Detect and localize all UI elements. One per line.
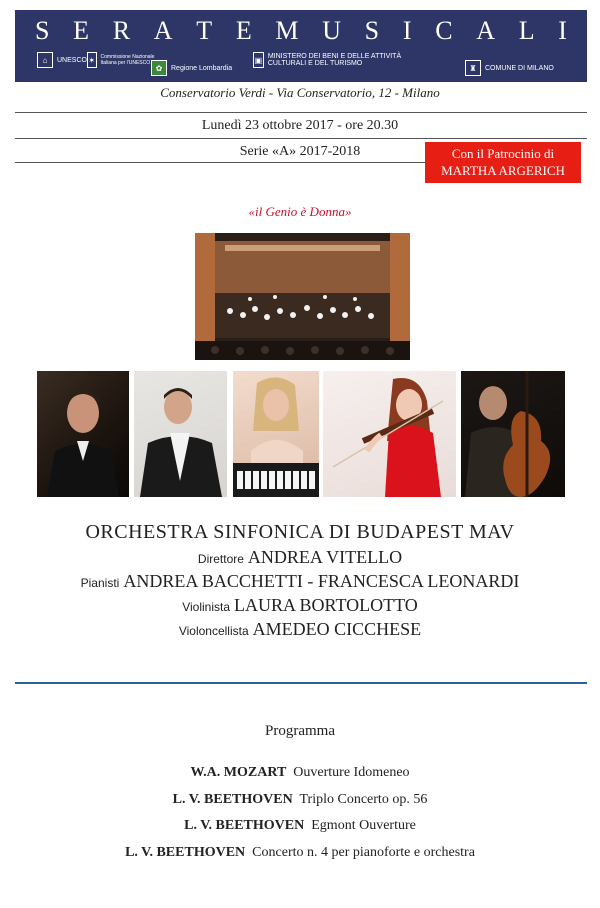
cellist-line bbox=[0, 619, 600, 640]
title-letter: U bbox=[322, 16, 341, 45]
title-letter: S bbox=[364, 16, 380, 45]
title-letter: R bbox=[112, 16, 131, 45]
violinist-role: Violinista bbox=[182, 600, 231, 614]
regione-lombardia-logo: ✿ Regione Lombardia bbox=[151, 60, 232, 76]
title-letter: E bbox=[73, 16, 90, 45]
composer: W.A. MOZART bbox=[190, 765, 287, 780]
title-letter: A bbox=[476, 16, 495, 45]
cellist-portrait bbox=[461, 371, 565, 497]
conductor-line bbox=[0, 547, 600, 568]
title-letter: S bbox=[35, 16, 50, 45]
composer: L. V. BEETHOVEN bbox=[172, 792, 293, 807]
pianist-1-portrait bbox=[134, 371, 227, 497]
programme-item bbox=[0, 765, 600, 781]
sponsor-logos bbox=[15, 52, 587, 82]
title-letter: C bbox=[435, 16, 453, 45]
title-letter: I bbox=[402, 16, 412, 45]
programme-title: Programma bbox=[265, 723, 335, 739]
title-letter: I bbox=[558, 16, 567, 45]
header-banner bbox=[15, 10, 587, 82]
ministry-icon: ▣ bbox=[253, 52, 264, 68]
composer: L. V. BEETHOVEN bbox=[125, 845, 246, 860]
conductor-portrait bbox=[37, 371, 129, 497]
patronage-badge: Con il Patrocinio di MARTHA ARGERICH bbox=[425, 142, 581, 183]
unesco-logo: ⌂ UNESCO bbox=[37, 52, 87, 68]
pianist-2-portrait bbox=[233, 371, 319, 497]
programme-item bbox=[0, 818, 600, 834]
divider bbox=[15, 162, 425, 163]
cellist-role: Violoncellista bbox=[178, 624, 249, 638]
unesco-commission-logo: ✶ Commissione Nazionale Italiana per l'UNESCO bbox=[88, 54, 155, 66]
orchestra-photo bbox=[195, 233, 410, 360]
section-divider bbox=[15, 682, 587, 684]
work: Egmont Ouverture bbox=[311, 818, 416, 833]
pianists-role: Pianisti bbox=[80, 576, 120, 590]
work: Concerto n. 4 per pianoforte e orchestra bbox=[252, 845, 475, 860]
unesco-icon: ⌂ bbox=[37, 52, 53, 68]
work: Ouverture Idomeneo bbox=[293, 765, 410, 780]
cellist-name: AMEDEO CICCHESE bbox=[252, 619, 422, 639]
event-date: Lunedì 23 ottobre 2017 - ore 20.30 bbox=[201, 118, 399, 133]
work: Triplo Concerto op. 56 bbox=[299, 792, 428, 807]
ministry-logo: ▣ MINISTERO DEI BENI E DELLE ATTIVITÀ CULTURALI E DEL TURISMO bbox=[254, 53, 402, 67]
pianists-line bbox=[0, 571, 600, 592]
divider bbox=[15, 138, 587, 139]
event-serie: Serie «A» 2017-2018 bbox=[239, 144, 361, 159]
orchestra-name: ORCHESTRA SINFONICA DI BUDAPEST MAV bbox=[85, 521, 515, 543]
banner-title bbox=[15, 16, 587, 46]
divider bbox=[15, 112, 587, 113]
city-icon: ♜ bbox=[465, 60, 481, 76]
conductor-name: ANDREA VITELLO bbox=[247, 547, 403, 567]
event-theme: «il Genio è Donna» bbox=[248, 204, 352, 219]
comune-milano-logo: ♜ COMUNE DI MILANO bbox=[465, 60, 554, 76]
programme-item bbox=[0, 792, 600, 808]
title-letter: M bbox=[275, 16, 299, 45]
title-letter: E bbox=[235, 16, 252, 45]
region-icon: ✿ bbox=[151, 60, 167, 76]
title-letter: T bbox=[196, 16, 213, 45]
conductor-role: Direttore bbox=[197, 552, 244, 566]
violinist-portrait bbox=[323, 371, 456, 497]
composer: L. V. BEETHOVEN bbox=[184, 818, 305, 833]
venue: Conservatorio Verdi - Via Conservatorio, 12 - Milano bbox=[160, 85, 440, 100]
emblem-icon: ✶ bbox=[87, 52, 97, 68]
title-letter: L bbox=[518, 16, 535, 45]
title-letter: A bbox=[153, 16, 173, 45]
violinist-name: LAURA BORTOLOTTO bbox=[234, 595, 418, 615]
pianists-names: ANDREA BACCHETTI - FRANCESCA LEONARDI bbox=[123, 571, 520, 591]
programme-item bbox=[0, 845, 600, 861]
violinist-line bbox=[0, 595, 600, 616]
